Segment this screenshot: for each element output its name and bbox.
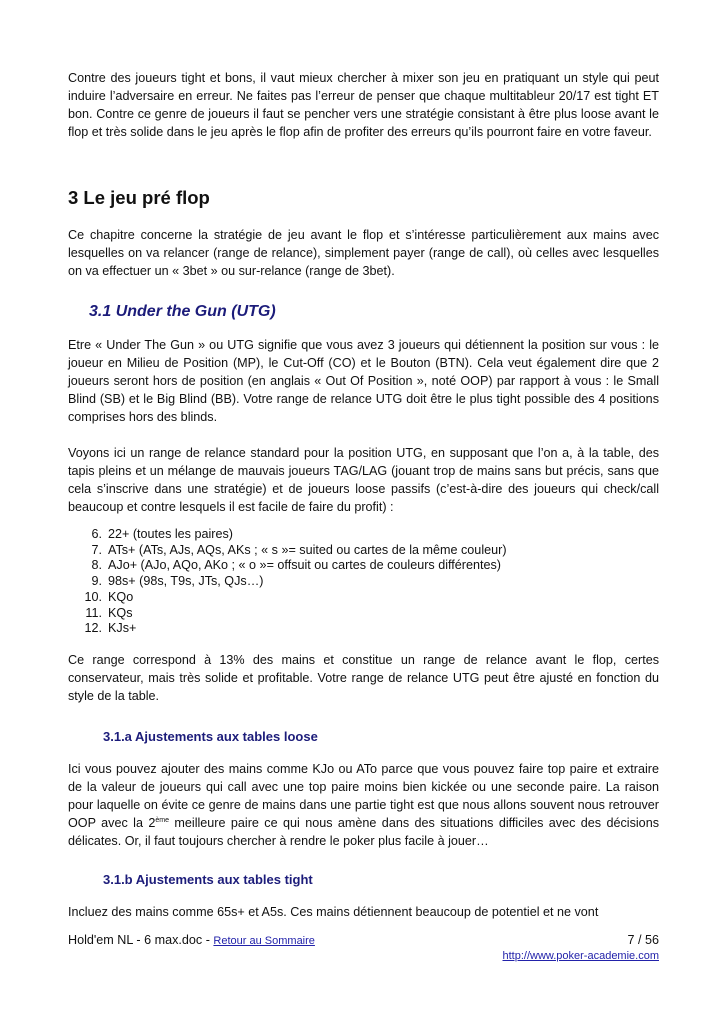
list-item [68,574,659,590]
list-item [68,527,659,543]
section-3-1-b-paragraph: Incluez des mains comme 65s+ et A5s. Ces mains détiennent beaucoup de potentiel et ne vont [68,904,599,919]
footer-website-row [68,949,659,963]
section-3-1-paragraph-2: Voyons ici un range de relance standard pour la position UTG, en supposant que l’on a, à la table, des tapis pleins et un mélange de mauvais joueurs TAG/LAG (jouant trop de mains sans but précis, sans que cela s’inscrive dans une stratégie) et de joueurs loose passifs (c’est-à-dire des joueurs qui check/call beaucoup et contre lesquels il est facile de faire du profit) : [68,446,659,514]
list-item-text: ATs+ (ATs, AJs, AQs, AKs ; « s »= suited ou cartes de la même couleur) [108,542,507,557]
back-to-summary-link[interactable]: Retour au Sommaire [213,935,315,947]
list-item-number: 7. [91,542,102,557]
section-3-paragraph: Ce chapitre concerne la stratégie de jeu avant le flop et s’intéresse particulièrement aux mains avec lesquelles on va relancer (range de relance), simplement payer (range de call), où celles avec lesquelles on va effectuer un « 3bet » ou sur-relance (range de 3bet). [68,228,659,278]
section-3-1-b-heading: 3.1.b Ajustements aux tables tight [103,871,313,887]
list-item-number: 9. [91,574,102,589]
document-name: Hold'em NL - 6 max.doc - [68,933,214,947]
list-item [68,590,659,606]
website-link[interactable]: http://www.poker-academie.com [502,950,659,962]
page-number: 7 / 56 [627,933,659,947]
section-3-1-paragraph-3: Ce range correspond à 13% des mains et constitue un range de relance avant le flop, certes conservateur, mais très solide et profitable. Votre range de relance UTG peut être ajusté en fonction du style de la table. [68,652,659,703]
list-item-text: KQo [108,589,134,604]
paragraph-text-part: meilleure paire ce qui nous amène dans des situations difficiles avec des décisions délicates. Or, il faut toujours chercher à rendre le poker plus facile à jouer… [68,815,659,848]
utg-range-list [68,527,659,637]
page-footer [68,932,659,963]
list-item-text: 22+ (toutes les paires) [108,527,233,541]
list-item-number: 12. [84,621,102,636]
section-3-1-a-heading: 3.1.a Ajustements aux tables loose [103,728,318,744]
intro-paragraph: Contre des joueurs tight et bons, il vaut mieux chercher à mixer son jeu en pratiquant un style qui peut induire l’adversaire en erreur. Ne faites pas l’erreur de penser que chaque multitableur 20/17 est tight ET bon. Contre ce genre de joueurs il faut se pencher vers une stratégie consistant à être plus loose avant le flop et très solide dans le jeu après le flop afin de profiter des erreurs qu’ils pourront faire en votre faveur. [68,71,659,139]
section-3-1-paragraph-1: Etre « Under The Gun » ou UTG signifie que vous avez 3 joueurs qui détiennent la position sur vous : le joueur en Milieu de Position (MP), le Cut-Off (CO) et le Bouton (BTN). Cela veut également dire que 2 joueurs seront hors de position (en anglais « Out Of Position », noté OOP) par rapport à vous : le Small Blind (SB) et le Big Blind (BB). Votre range de relance UTG doit être le plus tight possible des 4 positions comprises hors des blinds. [68,338,659,424]
list-item-number: 11. [85,605,102,620]
list-item [68,606,659,622]
section-3-1-a-paragraph [68,760,659,850]
list-item-text: KQs [108,605,133,620]
list-item-number: 10. [84,589,102,604]
list-item-text: KJs+ [108,621,137,636]
paragraph-text-part: Ici vous pouvez ajouter des mains comme KJo ou ATo parce que vous pouvez faire top paire et extraire de la valeur de joueurs qui call avec une top paire moins bien kickée ou une seconde paire. La raison pour laquelle on évite ce genre de mains dans une partie tight est que nous allons souvent nous retrouver OOP avec la 2 [68,761,659,830]
superscript-ordinal: ème [155,816,169,824]
list-item-number: 6. [91,527,102,541]
list-item-number: 8. [91,558,102,573]
document-page [68,64,659,921]
footer-row [68,932,659,949]
section-3-heading: 3 Le jeu pré flop [68,187,210,208]
list-item [68,543,659,559]
list-item-text: AJo+ (AJo, AQo, AKo ; « o »= offsuit ou cartes de couleurs différentes) [108,558,501,573]
footer-doc-info [68,932,315,949]
list-item [68,621,659,637]
list-item [68,558,659,574]
list-item-text: 98s+ (98s, T9s, JTs, QJs…) [108,574,264,589]
section-3-1-heading: 3.1 Under the Gun (UTG) [89,303,276,320]
